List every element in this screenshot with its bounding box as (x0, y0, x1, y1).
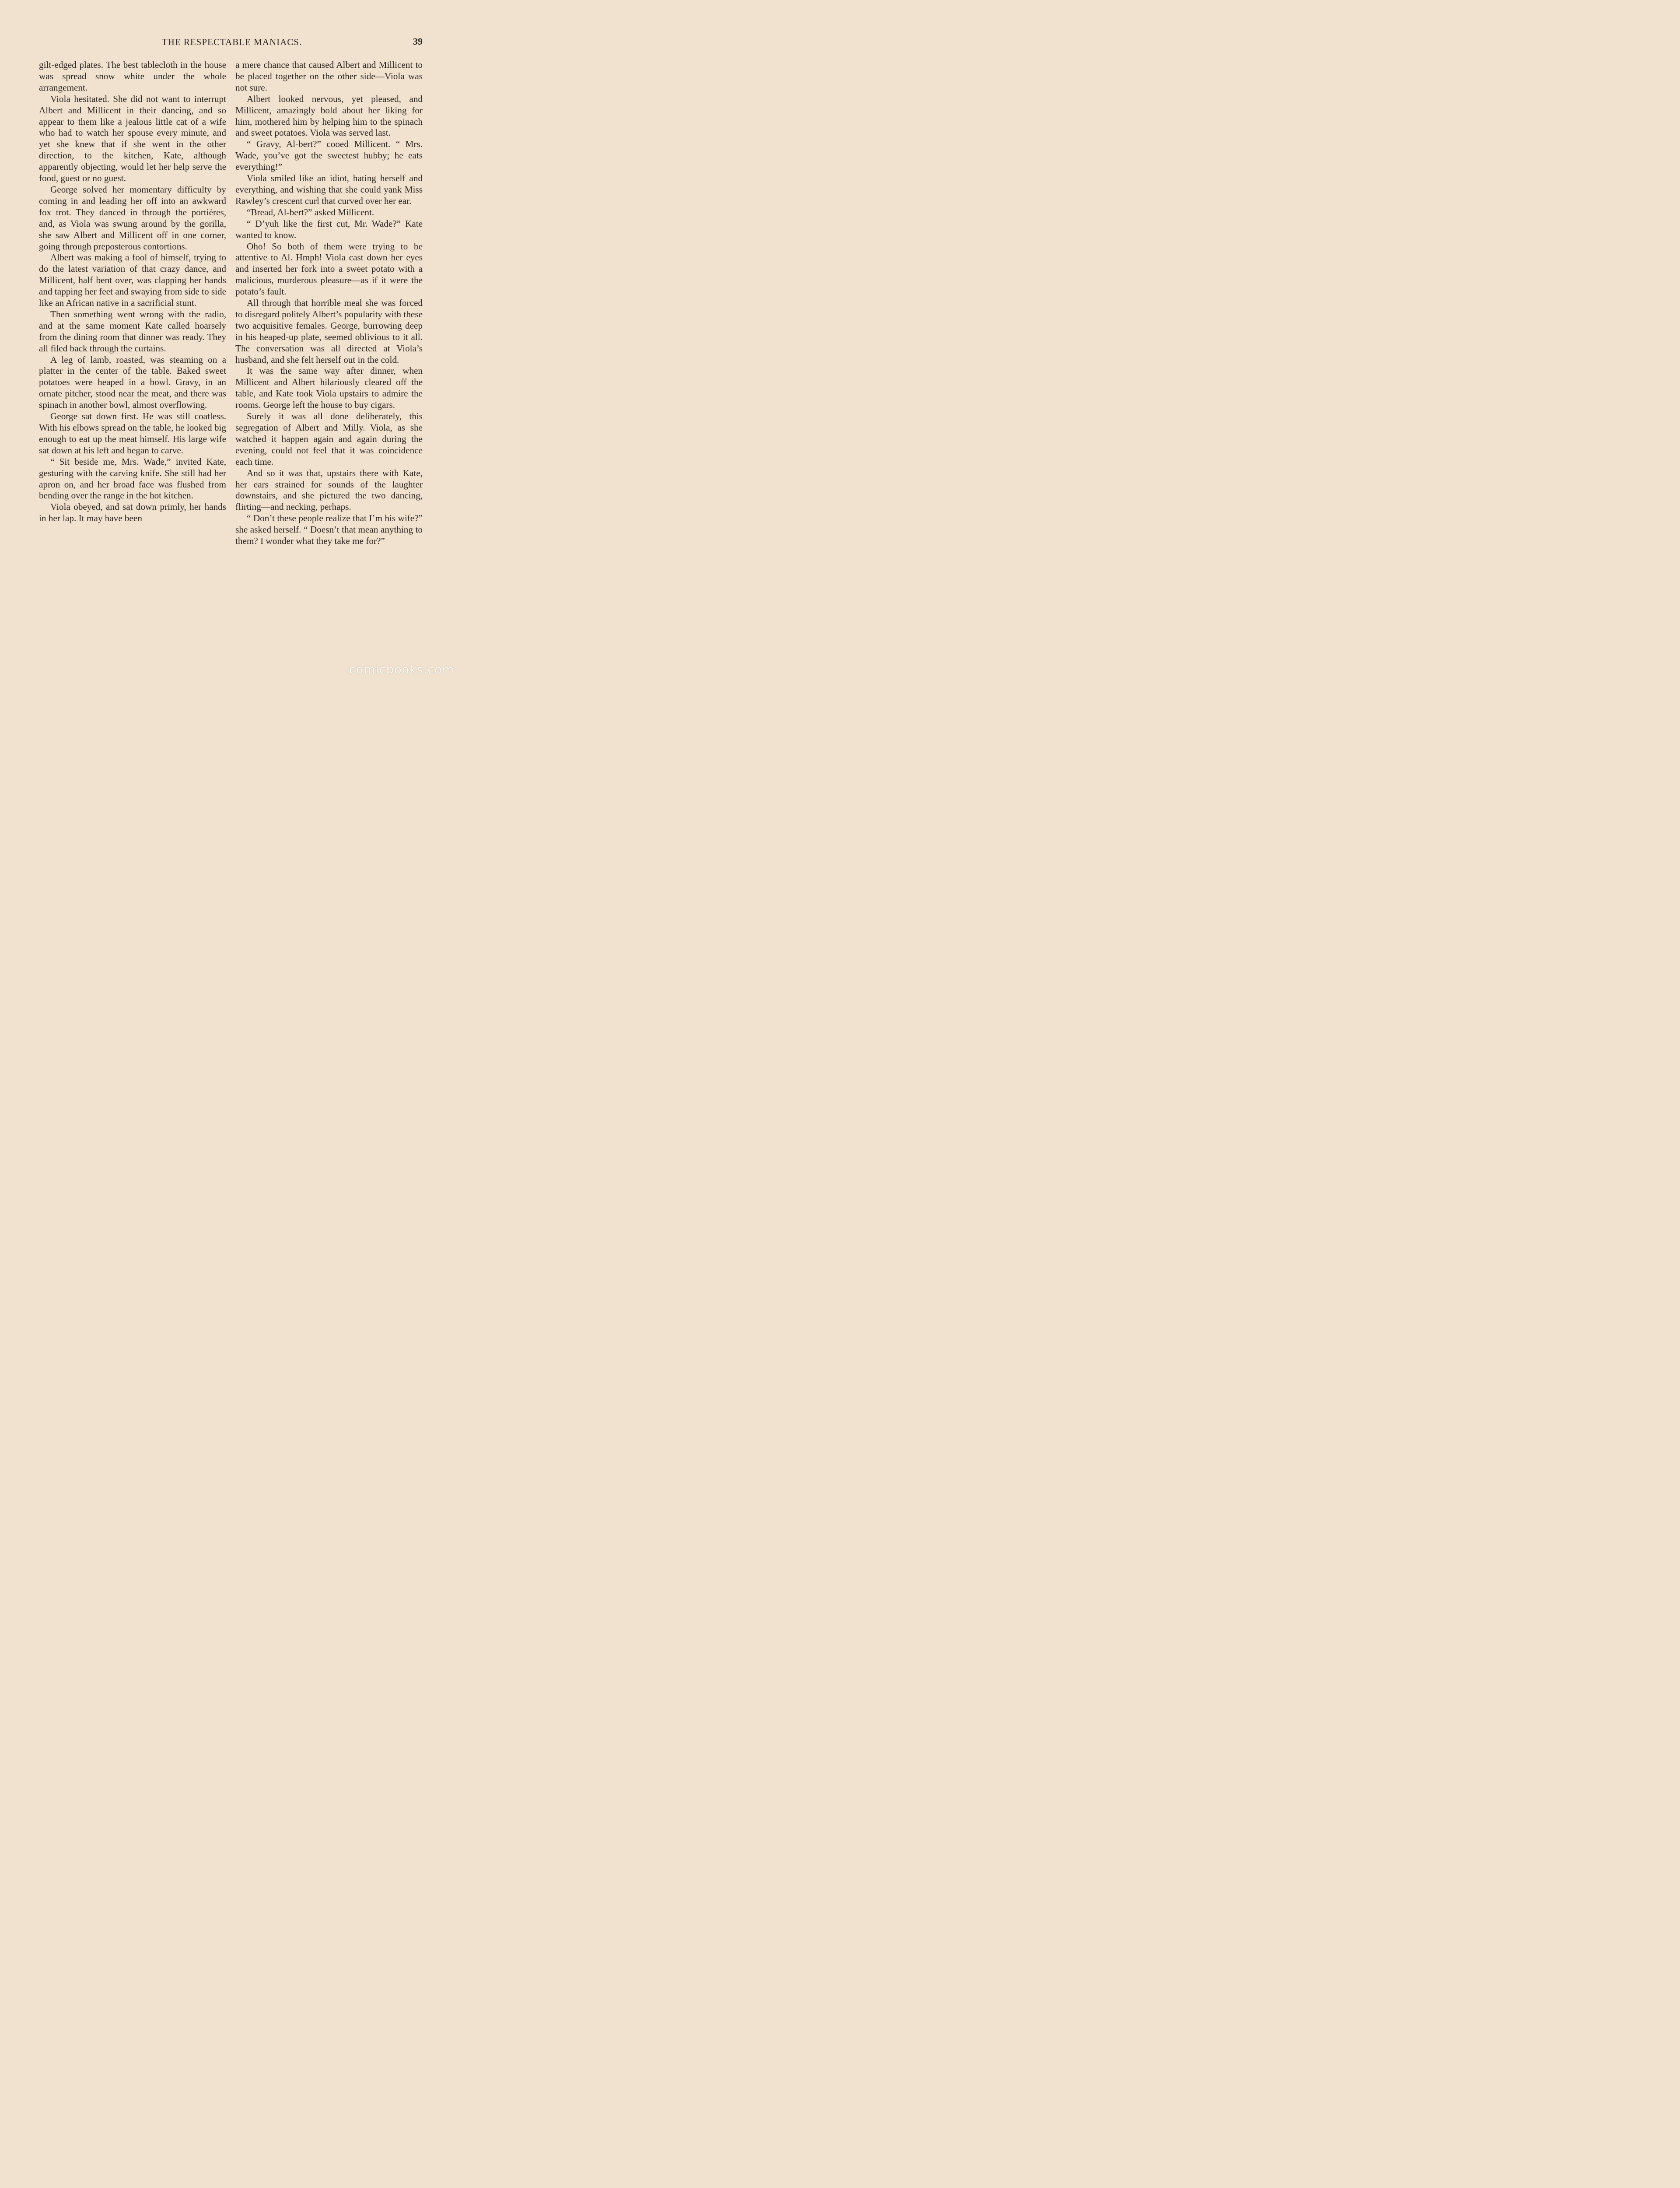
paragraph: a mere chance that caused Albert and Millicent to be placed together on the other side—Viola was not sure. (235, 60, 423, 93)
paragraph: Albert was making a fool of himself, trying to do the latest variation of that crazy dance, and Millicent, half bent over, was clapping her hands and tapping her feet and swaying from side to side like an African native in a sacrificial stunt. (39, 252, 226, 309)
paragraph: “ Sit beside me, Mrs. Wade,” invited Kate, gesturing with the carving knife. She still had her apron on, and her broad face was flushed from bending over the range in the hot kitchen. (39, 456, 226, 501)
paragraph: Then something went wrong with the radio, and at the same moment Kate called hoarsely from the dining room that dinner was ready. They all filed back through the curtains. (39, 309, 226, 354)
paragraph: gilt-edged plates. The best tablecloth in the house was spread snow white under the whole arrangement. (39, 60, 226, 93)
paragraph: Viola smiled like an idiot, hating herself and everything, and wishing that she could yank Miss Rawley’s crescent curl that curved over her ear. (235, 173, 423, 206)
paragraph: It was the same way after dinner, when Millicent and Albert hilariously cleared off the table, and Kate took Viola upstairs to admire the rooms. George left the house to buy cigars. (235, 365, 423, 410)
paragraph: Viola obeyed, and sat down primly, her hands in her lap. It may have been (39, 501, 226, 524)
paragraph: And so it was that, upstairs there with Kate, her ears strained for sounds of the laughter downstairs, and she pictured the two dancing, flirting—and necking, perhaps. (235, 467, 423, 512)
left-column (39, 60, 226, 524)
paragraph: All through that horrible meal she was forced to disregard politely Albert’s popularity with these two acquisitive females. George, burrowing deep in his heaped-up plate, seemed oblivious to it all. The conversation was all directed at Viola’s husband, and she felt herself out in the cold. (235, 298, 423, 365)
running-title: THE RESPECTABLE MANIACS. (161, 37, 302, 47)
page-header (0, 37, 464, 50)
paragraph: “ Gravy, Al-bert?” cooed Millicent. “ Mrs. Wade, you’ve got the sweetest hubby; he eats everything!” (235, 139, 423, 172)
paragraph: Oho! So both of them were trying to be attentive to Al. Hmph! Viola cast down her eyes and inserted her fork into a sweet potato with a malicious, murderous pleasure—as if it were the potato’s fault. (235, 241, 423, 297)
paragraph: Surely it was all done deliberately, this segregation of Albert and Milly. Viola, as she watched it happen again and again during the evening, could not feel that it was coincidence each time. (235, 411, 423, 467)
paragraph: George solved her momentary difficulty by coming in and leading her off into an awkward fox trot. They danced in through the portières, and, as Viola was swung around by the gorilla, she saw Albert and Millicent off in one corner, going through preposterous contortions. (39, 184, 226, 252)
paragraph: George sat down first. He was still coatless. With his elbows spread on the table, he looked big enough to eat up the meat himself. His large wife sat down at his left and began to carve. (39, 411, 226, 456)
page-number: 39 (413, 36, 423, 47)
watermark: comicbooks.com (349, 663, 454, 677)
paragraph: A leg of lamb, roasted, was steaming on a platter in the center of the table. Baked sweet potatoes were heaped in a bowl. Gravy, in an ornate pitcher, stood near the meat, and there was spinach in another bowl, almost overflowing. (39, 354, 226, 410)
paragraph: “ D’yuh like the first cut, Mr. Wade?” Kate wanted to know. (235, 218, 423, 240)
paragraph: “ Don’t these people realize that I’m his wife?” she asked herself. “ Doesn’t that mean anything to them? I wonder what they take me for?” (235, 513, 423, 547)
paragraph: Albert looked nervous, yet pleased, and Millicent, amazingly bold about her liking for him, mothered him by helping him to the spinach and sweet potatoes. Viola was served last. (235, 93, 423, 138)
magazine-page (0, 0, 464, 686)
paragraph: Viola hesitated. She did not want to interrupt Albert and Millicent in their dancing, and so appear to them like a jealous little cat of a wife who had to watch her spouse every minute, and yet she knew that if she went in the other direction, to the kitchen, Kate, although apparently objecting, would let her help serve the food, guest or no guest. (39, 93, 226, 184)
right-column (235, 60, 423, 547)
paragraph: “Bread, Al-bert?” asked Millicent. (247, 207, 374, 217)
